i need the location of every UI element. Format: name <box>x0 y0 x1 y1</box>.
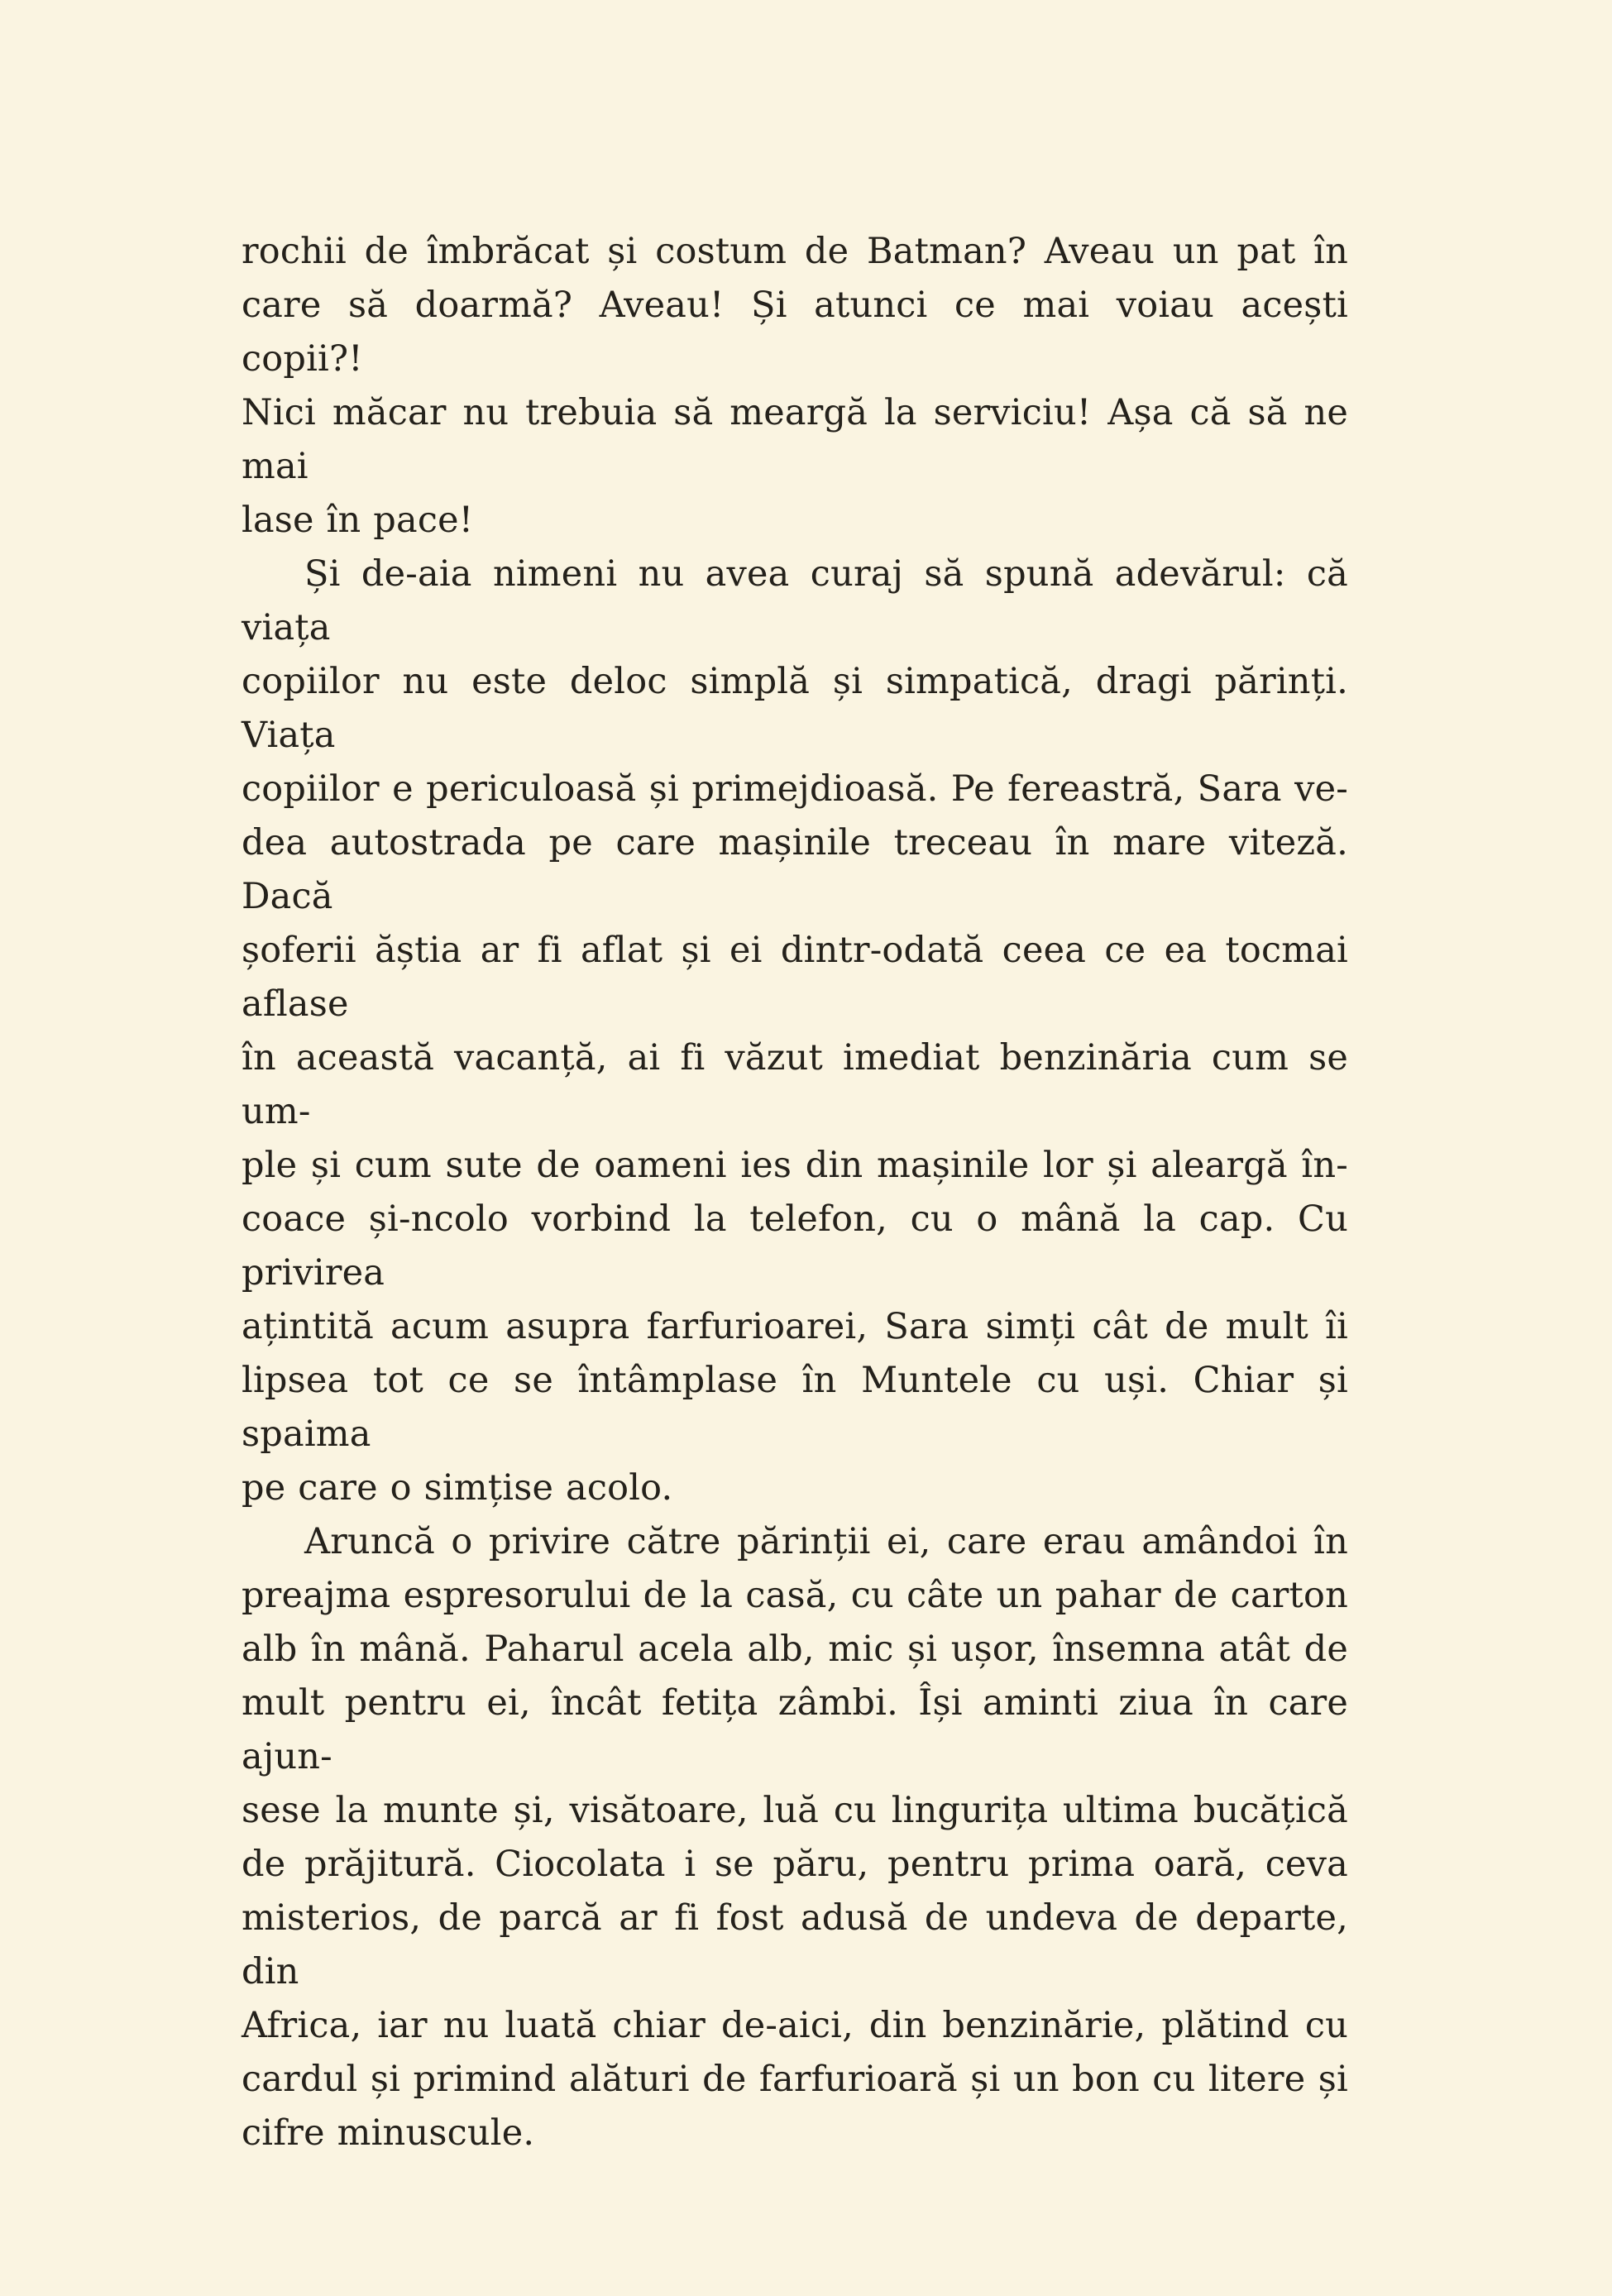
page-text-block <box>242 225 1348 2160</box>
text-line: Nici măcar nu trebuia să meargă la serviciu! Așa că să ne mai <box>242 392 1348 487</box>
text-line: Și de-aia nimeni nu avea curaj să spună adevărul: că viața <box>242 553 1348 648</box>
text-line: ple și cum sute de oameni ies din mașinile lor și aleargă în- <box>242 1145 1348 1186</box>
text-line: misterios, de parcă ar fi fost adusă de undeva de departe, din <box>242 1897 1348 1992</box>
text-line: preajma espresorului de la casă, cu câte un pahar de carton <box>242 1575 1348 1616</box>
text-line: sese la munte și, visătoare, luă cu lingurița ultima bucățică <box>242 1790 1348 1831</box>
text-line: lipsea tot ce se întâmplase în Muntele cu uși. Chiar și spaima <box>242 1360 1348 1455</box>
paragraph-3 <box>242 1515 1348 2160</box>
text-line: rochii de îmbrăcat și costum de Batman? Aveau un pat în <box>242 231 1348 272</box>
text-line: coace și-ncolo vorbind la telefon, cu o mână la cap. Cu privirea <box>242 1198 1348 1294</box>
text-line: lase în pace! <box>242 500 474 541</box>
paragraph-1 <box>242 225 1348 548</box>
text-line: în această vacanță, ai fi văzut imediat benzinăria cum se um- <box>242 1037 1348 1132</box>
text-line: care să doarmă? Aveau! Și atunci ce mai voiau acești copii?! <box>242 285 1348 380</box>
text-line: cifre minuscule. <box>242 2112 535 2154</box>
text-line: cardul și primind alături de farfurioară și un bon cu litere și <box>242 2059 1348 2100</box>
text-line: pe care o simțise acolo. <box>242 1467 673 1509</box>
text-line: alb în mână. Paharul acela alb, mic și ușor, însemna atât de <box>242 1629 1348 1670</box>
text-line: șoferii ăștia ar fi aflat și ei dintr-odată ceea ce ea tocmai aflase <box>242 930 1348 1025</box>
text-line: Aruncă o privire către părinții ei, care erau amândoi în <box>304 1521 1348 1562</box>
text-line: copiilor nu este deloc simplă și simpatică, dragi părinți. Viața <box>242 661 1348 756</box>
text-line: de prăjitură. Ciocolata i se păru, pentru prima oară, ceva <box>242 1844 1348 1885</box>
text-line: mult pentru ei, încât fetița zâmbi. Își aminti ziua în care ajun- <box>242 1682 1348 1777</box>
text-line: ațintită acum asupra farfurioarei, Sara simți cât de mult îi <box>242 1306 1348 1347</box>
text-line: copiilor e periculoasă și primejdioasă. Pe fereastră, Sara ve- <box>242 768 1348 810</box>
text-line: dea autostrada pe care mașinile treceau în mare viteză. Dacă <box>242 822 1348 917</box>
paragraph-2 <box>242 548 1348 1515</box>
text-line: Africa, iar nu luată chiar de-aici, din benzinărie, plătind cu <box>242 2005 1348 2046</box>
